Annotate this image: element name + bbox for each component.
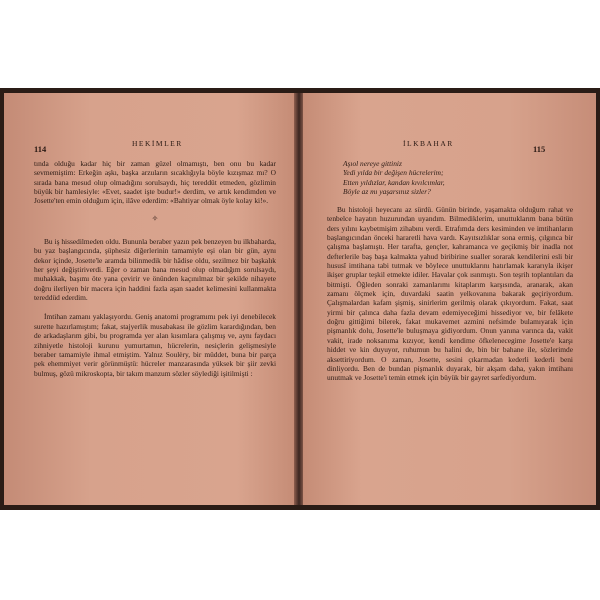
ornament-icon: ✧: [151, 213, 159, 223]
paragraph: Bu histoloji heyecanı az sürdü. Günün birinde, yaşamakta olduğum rahat ve tenbelce hayatın huzurundan uyandım. Bilmediklerim, unuttuklarım bana bütün ders yılını kaybetmişim zihabını verdi. Etrafımda ders kesiminden ve imtihanların başlangıcından önceki hararetli hava vardı. Kayıtsızlıklar sona ermiş, çılgınca bir çalışma başlamıştı. Her tarafta, gençler, kahramanca ve geçikmiş bir inadla not defterlerile baş başa kalmakta yahud biribirine sualler sorarak kendilerini esli bir hususî imtihana tabi tutmak ve böylece unuttuklarını hatırlamak kararıyla ikişer ikişer gruplar teşkil etmekte idiler. Havalar çok ısınmıştı. Son teşrih toplantıları da bitmişti. Öğleden sonraki zamanlarımı kitaplarım karşısında, aranarak, akan zamanı ölçmek için, duvardaki saatin yelkovanına bakarak geçiriyordum. Çalışmalardan kafam şişmiş, sinirlerim gerilmiş olarak çıkıyordum. Fakat, saat yirmi bir çalınca daha fazla devam edemiyeceğimi hissediyor ve, bir felâkete doğru gittiğimi bilerek, fakat mukavemet azmini nefsimde bulamıyarak için pişmanlık dolu, Josette'le buluşmaya gidiyordum. Onun yanına varınca da, vakit vakit, irade noksanıma kızıyor, kendi kendime öfkelenecegime Josette'e karşı hiddet ve kin duyuyor, ruhumun bu halini de, bin bir bahane ile, sözlerimde aksettiriyordum. O zaman, Josette, sesini çıkarmadan kederli kederli beni dinliyordu. Ben de bundan pişmanlık duyarak, bir akşam daha, yakın imtihanı unutmak ve Josette'i temin etmek için büyük bir gayret sarfediyordum.: [327, 205, 573, 383]
poem-line: Böyle az mı yaşarsınız sizler?: [343, 187, 431, 197]
paragraph: Bu iş hissedilmeden oldu. Bununla beraber yazın pek benzeyen bu ilkbaharda, bu yaz başlangıcında, şüphesiz diğerlerinin tamamiyle eşi olan bir gün, aynı dekor içinde, Josette'le aramda bilinmedik bir hâdise oldu, sezilmez bir başkalık her şeyi değiştiriverdi. Eğer o zaman bana mesud olup olmadığım sorulsaydı, muhakkak, başımı öte yana çevirir ve önünden kaçınılmaz bir şekilde nihayete doğru ilerliyen bir macera için haddini fazla aşan saadet kelimesini kullanmakta tereddüd ederdim.: [34, 237, 276, 303]
paragraph: tında olduğu kadar hiç bir zaman güzel olmamıştı, ben onu bu kadar sevmemiştim: Erkeğin aşkı, başka arzuların sıcaklığıyla böyle kızışmaz mı? O sırada bana mesud olup olmadığını sorulsaydı, hiç tereddüt etmeden, gözlimin büyük bir hamlesiyle: «Evet, saadet işte budur!» derdim, ve artık kendimden ve Josette'ten emin olduğum için, ilâve ederdim: «Bahtiyar olmak öyle kolay ki!».: [34, 159, 276, 206]
right-running-head: İLKBAHAR: [403, 139, 454, 148]
paragraph: İmtihan zamanı yaklaşıyordu. Geniş anatomi programımı pek iyi denebilecek surette hazırlamıştım; fakat, stajyerlik musabakası ile gözlim karardığından, ben de arkadaşlarım gibi, bu programda yer alan kısımlara çalışmış ve, aynı faydacı zihniyetle histoloji kurunu yumurtamın, hücrelerin, nesiçlerin gelişmesiyle beraber tamamiyle ihmal etmiştim. Yalnız Soulèry, bir müddet, buna bir parça pek ehemmiyet verir görünmüştü: hücreler manzarasında yüksek bir şiir zevki bulmuş, gözü mikroskopta, bir takım manzum sözler söylediği işitilmişti :: [34, 312, 276, 378]
left-text-block: [34, 159, 276, 378]
poem-line: Aşıol nereye gittiniz: [343, 159, 402, 168]
right-page: [303, 93, 596, 505]
left-running-head: HEKİMLER: [132, 139, 183, 148]
right-page-number: 115: [533, 144, 546, 154]
poem-line: Yedi yılda bir değişen hücrelerim;: [343, 168, 444, 178]
left-page-number: 114: [34, 144, 47, 154]
left-page: [4, 93, 295, 505]
poem-block: [343, 159, 583, 197]
right-text-block: [327, 205, 573, 383]
poem-line: Etten yıldızlar, kandan kıvılcımlar,: [343, 177, 445, 187]
